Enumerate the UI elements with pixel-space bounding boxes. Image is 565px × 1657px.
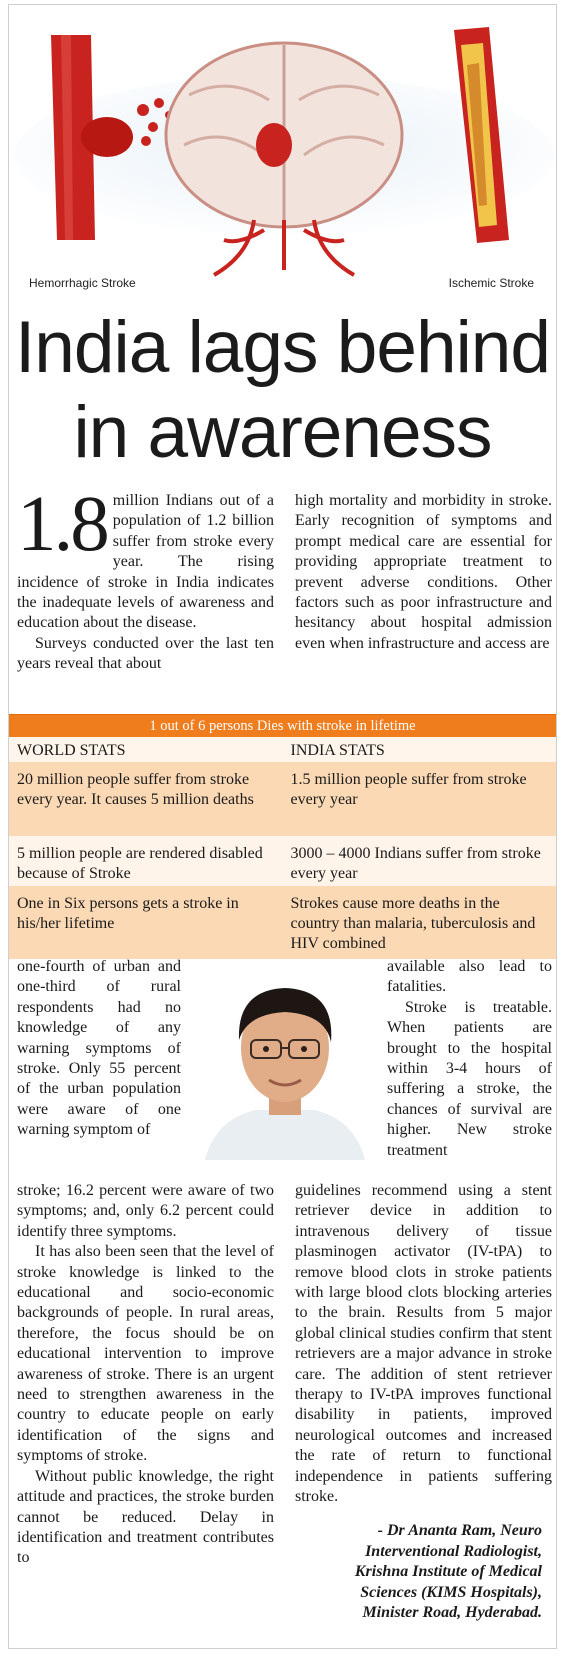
body-left-paragraph-3: Without public knowledge, the right attitude and practices, the stroke burden cannot be reduced. Delay in identification and treatment contributes to <box>17 1467 274 1567</box>
body-right-paragraph-2: Stroke is treatable. When patients are brought to the hospital within 3-4 hours of suffering a stroke, the chances of survival are higher. New stroke treatment <box>387 998 552 1159</box>
intro-paragraph-2: Surveys conducted over the last ten years reveal that about <box>17 634 274 673</box>
body-right-narrow <box>387 957 552 1161</box>
headline-line-2: in awareness <box>73 392 492 473</box>
india-stats-header: INDIA STATS <box>290 742 385 759</box>
stroke-illustration <box>9 5 556 295</box>
article-page <box>8 4 557 1649</box>
stats-row <box>9 886 556 959</box>
signature-line: Minister Road, Hyderabad. <box>362 1604 542 1621</box>
stats-row <box>9 762 556 836</box>
world-stats-header: WORLD STATS <box>17 742 126 759</box>
intro-right-paragraph: high mortality and morbidity in stroke. Early recognition of symptoms and prompt medical care are essential for providing appropriate treatment to prevent adverse conditions. Other factors such as poor infrastructure and hesitancy about hospital admission even when infrastructure and access are <box>295 492 552 652</box>
world-stat-cell: 20 million people suffer from stroke every year. It causes 5 million deaths <box>17 771 254 808</box>
body-left-narrow <box>17 957 181 1141</box>
signature-line: - Dr Ananta Ram, Neuro <box>377 1522 542 1539</box>
world-stat-cell: 5 million people are rendered disabled because of Stroke <box>17 845 263 882</box>
body-right-paragraph-3: guidelines recommend using a stent retriever device in addition to intravenous delivery of tissue plasminogen activator (IV-tPA) to remove blood clots in stroke patients with large blood clots blocking arteries to the brain. Results from 5 major global clinical studies confirm that stent retrievers are a major advance in stroke care. The addition of stent retriever therapy to IV-tPA improves functional disability in patients, improved neurological outcomes and increased the rate of return to functional independence in patients suffering stroke. <box>295 1182 552 1506</box>
india-stat-cell: Strokes cause more deaths in the country than malaria, tuberculosis and HIV combined <box>290 895 536 952</box>
intro-column-right <box>295 491 552 697</box>
stats-table <box>9 714 556 959</box>
headline <box>9 305 556 475</box>
body-left-wide <box>17 1181 274 1569</box>
author-photo <box>195 960 375 1160</box>
body-left-paragraph-2: It has also been seen that the level of stroke knowledge is linked to the educational and socio-economic backgrounds of people. In rural areas, therefore, the focus should be on educational intervention to improve awareness of stroke. There is an urgent need to strengthen awareness in the country to educate people on early identification of the signs and symptoms of stroke. <box>17 1243 274 1465</box>
india-stat-cell: 3000 – 4000 Indians suffer from stroke every year <box>290 845 541 882</box>
world-stat-cell: One in Six persons gets a stroke in his/her lifetime <box>17 895 239 932</box>
signature-line: Interventional Radiologist, <box>365 1542 542 1560</box>
author-signature <box>302 1521 542 1624</box>
india-stat-cell: 1.5 million people suffer from stroke every year <box>290 771 527 808</box>
headline-line-1: India lags behind <box>15 307 550 388</box>
stats-header-row <box>9 737 556 762</box>
author-portrait <box>195 960 375 1160</box>
signature-line: Sciences (KIMS Hospitals), <box>360 1583 542 1601</box>
drop-cap: 1.8 <box>17 491 107 568</box>
stroke-illustration-graphic <box>9 5 556 295</box>
body-right-paragraph-1: available also lead to fatalities. <box>387 958 552 996</box>
intro-paragraph-1-text: million Indians out of a population of 1.2 billion suffer from stroke every year. The rising incidence of stroke in India indicates the inadequate levels of awareness and education about the disease. <box>17 492 274 632</box>
body-right-wide <box>295 1181 552 1508</box>
caption-ischemic-stroke: Ischemic Stroke <box>448 276 534 290</box>
signature-line: Krishna Institute of Medical <box>354 1563 542 1580</box>
stats-row <box>9 836 556 886</box>
stats-banner: 1 out of 6 persons Dies with stroke in lifetime <box>9 714 556 737</box>
body-left-paragraph-1: stroke; 16.2 percent were aware of two symptoms; and, only 6.2 percent could identify three symptoms. <box>17 1182 274 1240</box>
intro-column-left <box>17 491 274 697</box>
caption-hemorrhagic-stroke: Hemorrhagic Stroke <box>29 276 136 290</box>
body-left-narrow-text: one-fourth of urban and one-third of rural respondents had no knowledge of any warning symptoms of stroke. Only 55 percent of the urban population were aware of one warning symptom of <box>17 958 181 1139</box>
intro-paragraph-1 <box>17 491 274 634</box>
